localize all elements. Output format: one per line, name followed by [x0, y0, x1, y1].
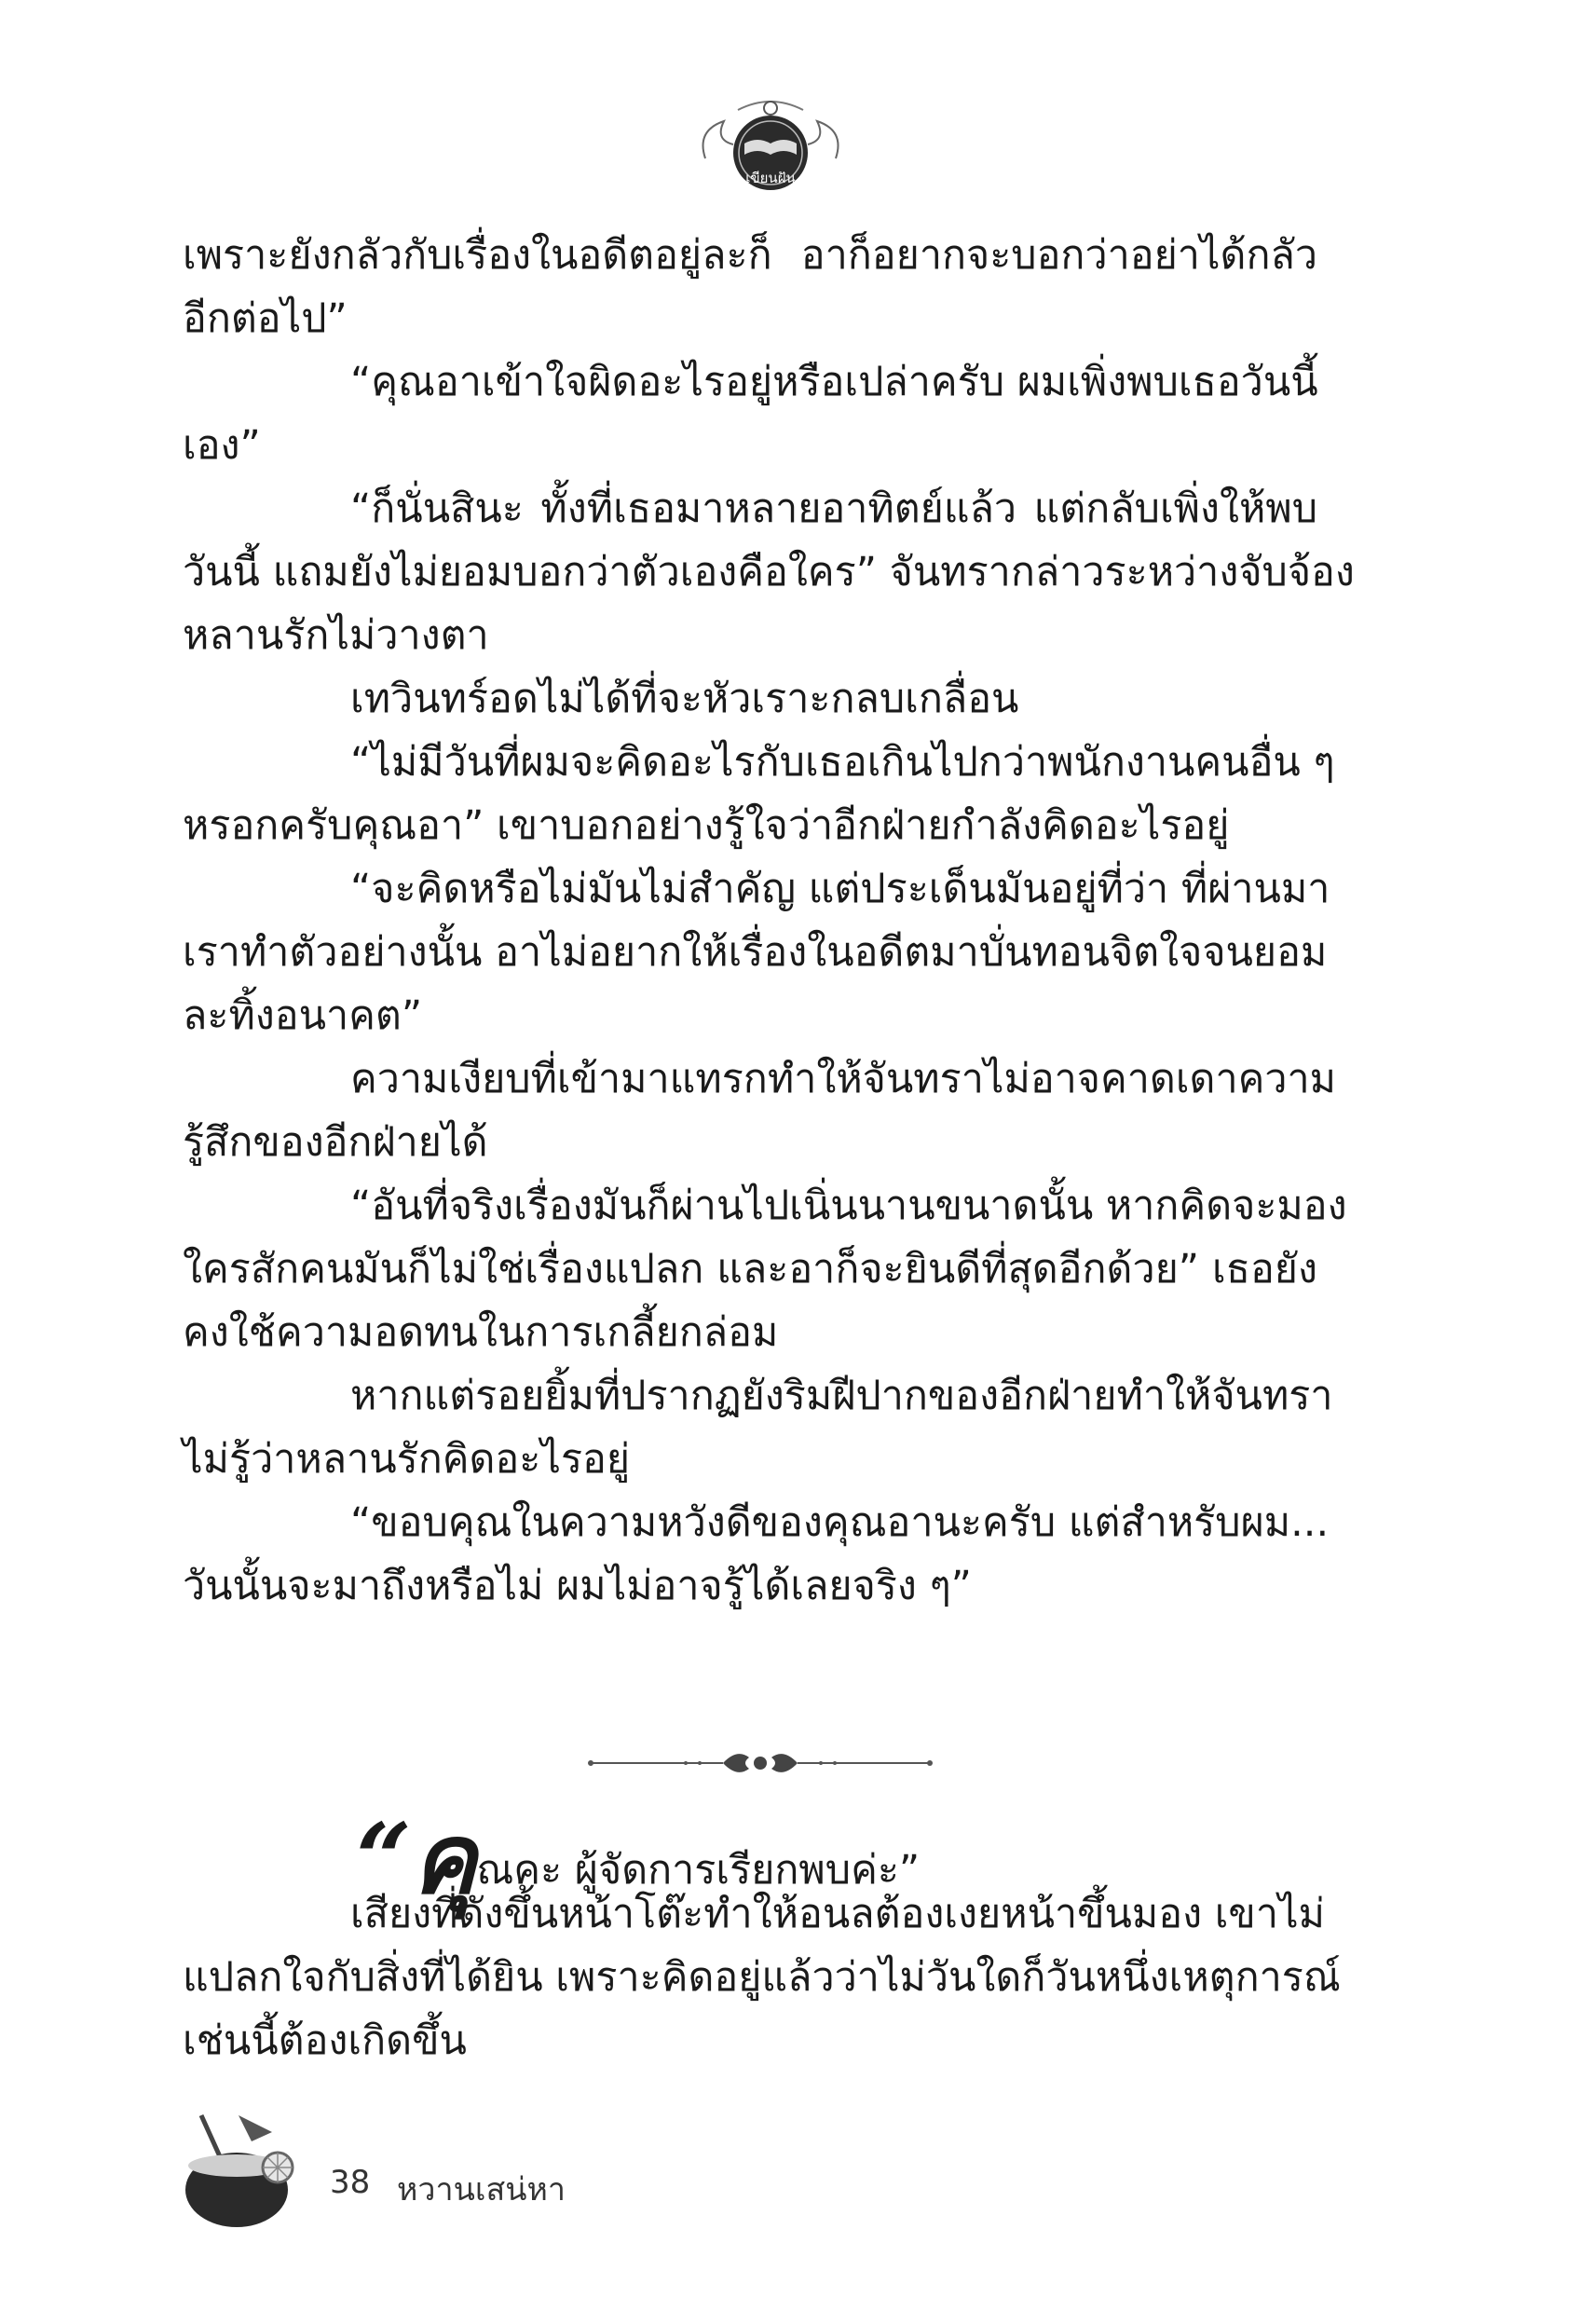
body-text-bottom — [183, 1882, 1341, 2072]
text-line: “อันที่จริงเรื่องมันก็ผ่านไปเนิ่นนานขนาดนั้น หากคิดจะมอง — [350, 1183, 1347, 1229]
text-line: หลานรักไม่วางตา — [183, 612, 489, 659]
writing-dream-logo-icon — [687, 93, 854, 198]
text-line: วันนี้ แถมยังไม่ยอมบอกว่าตัวเองคือใคร” จันทรากล่าวระหว่างจับจ้อง — [183, 549, 1355, 595]
text-line: หรอกครับคุณอา” เขาบอกอย่างรู้ใจว่าอีกฝ่ายกำลังคิดอะไรอยู่ — [183, 802, 1230, 849]
body-text-top — [183, 224, 1355, 1618]
text-line: “คุณอาเข้าใจผิดอะไรอยู่หรือเปล่าครับ ผมเพิ่งพบเธอวันนี้ — [350, 359, 1318, 405]
text-line: ไม่รู้ว่าหลานรักคิดอะไรอยู่ — [183, 1436, 631, 1483]
page-number: 38 — [330, 2164, 371, 2201]
text-line: คงใช้ความอดทนในการเกลี้ยกล่อม — [183, 1309, 779, 1356]
page-footer — [183, 2108, 648, 2229]
text-line: ความเงียบที่เข้ามาแทรกทำให้จันทราไม่อาจคาดเดาความ — [350, 1056, 1336, 1102]
text-line: “ไม่มีวันที่ผมจะคิดอะไรกับเธอเกินไปกว่าพนักงานคนอื่น ๆ — [350, 739, 1335, 786]
text-line: เช่นนี้ต้องเกิดขึ้น — [183, 2017, 467, 2064]
coconut-drink-icon — [183, 2108, 313, 2229]
book-title: หวานเสน่หา — [397, 2171, 566, 2208]
text-line: ใครสักคนมันก็ไม่ใช่เรื่องแปลก และอาก็จะยินดีที่สุดอีกด้วย” เธอยัง — [183, 1246, 1317, 1292]
ornament-divider-icon — [583, 1743, 937, 1784]
text-line: เราทำตัวอย่างนั้น อาไม่อยากให้เรื่องในอดีตมาบั่นทอนจิตใจจนยอม — [183, 929, 1328, 976]
text-line: “จะคิดหรือไม่มันไม่สำคัญ แต่ประเด็นมันอยู่ที่ว่า ที่ผ่านมา — [350, 866, 1330, 912]
text-line: เสียงที่ดังขึ้นหน้าโต๊ะทำให้อนลต้องเงยหน้าขึ้นมอง เขาไม่ — [350, 1891, 1325, 1937]
text-line: “ขอบคุณในความหวังดีของคุณอานะครับ แต่สำหรับผม... — [350, 1499, 1330, 1546]
opening-line-text: ณคะ ผู้จัดการเรียกพบค่ะ” — [476, 1847, 921, 1894]
text-line: หากแต่รอยยิ้มที่ปรากฏยังริมฝีปากของอีกฝ่ายทำให้จันทรา — [350, 1373, 1333, 1419]
text-line: เทวินทร์อดไม่ได้ที่จะหัวเราะกลบเกลื่อน — [350, 676, 1019, 722]
logo-text: เขียนฝัน — [745, 170, 796, 186]
text-line: อีกต่อไป” — [183, 295, 348, 342]
text-line: ละทิ้งอนาคต” — [183, 992, 423, 1039]
text-line: วันนั้นจะมาถึงหรือไม่ ผมไม่อาจรู้ได้เลยจริง ๆ” — [183, 1563, 972, 1609]
drop-cap: “คุ — [356, 1801, 477, 1916]
text-line: รู้สึกของอีกฝ่ายได้ — [183, 1119, 488, 1166]
text-line: เอง” — [183, 422, 261, 469]
text-line: “ก็นั่นสินะ ทั้งที่เธอมาหลายอาทิตย์แล้ว แต่กลับเพิ่งให้พบ — [350, 485, 1317, 532]
text-line: เพราะยังกลัวกับเรื่องในอดีตอยู่ละก็ อาก็อยากจะบอกว่าอย่าได้กลัว — [183, 232, 1317, 279]
text-line: แปลกใจกับสิ่งที่ได้ยิน เพราะคิดอยู่แล้วว่าไม่วันใดก็วันหนึ่งเหตุการณ์ — [183, 1954, 1341, 2001]
